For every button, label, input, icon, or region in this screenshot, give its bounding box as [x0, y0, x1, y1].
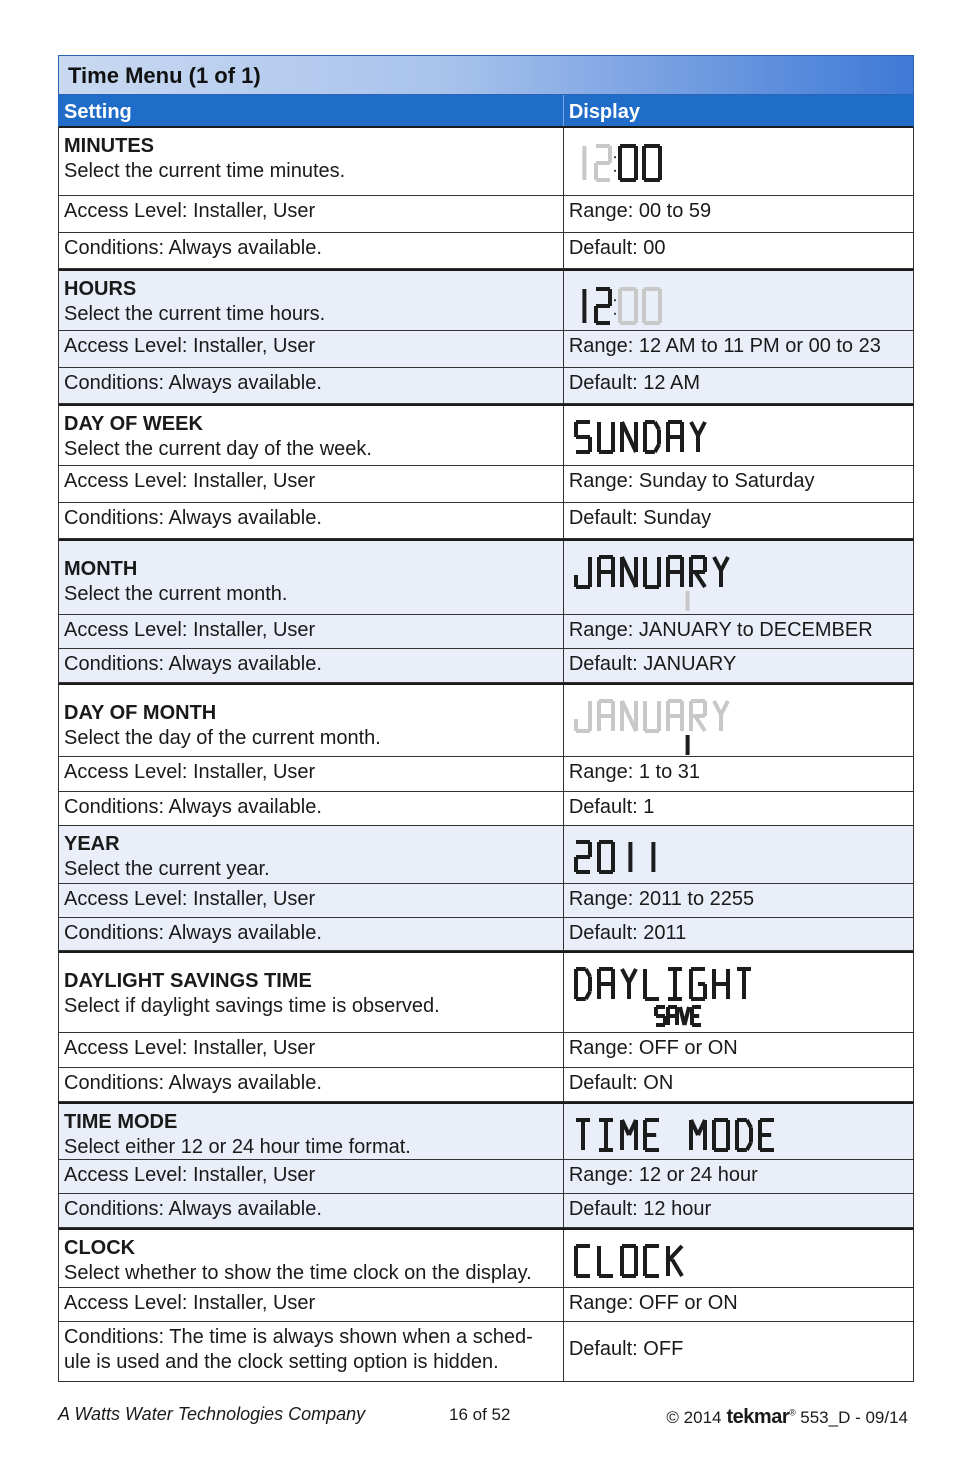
conditions: Conditions: Always available.	[59, 918, 564, 950]
setting-name: DAY OF WEEK	[64, 413, 203, 435]
setting-name: MINUTES	[64, 135, 154, 157]
lcd-character	[691, 1120, 705, 1150]
setting-block	[58, 128, 914, 269]
setting-block	[58, 1228, 914, 1382]
setting-block	[58, 539, 914, 683]
lcd-character	[645, 1120, 659, 1150]
lcd-character	[714, 969, 728, 999]
lcd-display-cell	[564, 1230, 913, 1287]
range: Range: 12 or 24 hour	[568, 1164, 758, 1186]
setting-description-cell	[59, 1104, 564, 1159]
setting-name: HOURS	[64, 278, 137, 300]
setting-description-cell	[59, 541, 564, 614]
conditions: Conditions: Always available.	[59, 1068, 564, 1101]
setting-name-row	[58, 683, 914, 757]
lcd-display-cell	[564, 953, 913, 1032]
lcd-display-cell	[564, 541, 913, 614]
default-value: Default: 2011	[568, 922, 687, 944]
range: Range: 12 AM to 11 PM or 00 to 23	[568, 335, 881, 357]
setting-description: Select the current day of the week.	[64, 438, 372, 460]
conditions: Conditions: The time is always shown when a sched-ule is used and the clock setting option is hidden.	[59, 1322, 564, 1381]
lcd-character	[737, 969, 751, 999]
lcd-character	[576, 1246, 590, 1276]
setting-name: CLOCK	[64, 1237, 136, 1259]
range: Range: 2011 to 2255	[568, 888, 755, 910]
lcd-character	[599, 557, 613, 587]
lcd-colon	[614, 299, 616, 301]
access-range-row	[58, 615, 914, 649]
conditions: Conditions: Always available.	[59, 503, 564, 538]
registered-mark: ®	[789, 1407, 796, 1418]
lcd-colon	[614, 313, 616, 315]
lcd-character	[644, 289, 660, 323]
default-value: Default: 1	[568, 796, 655, 818]
lcd-character	[596, 289, 610, 323]
lcd-display	[572, 1236, 902, 1288]
access-level: Access Level: Installer, User	[59, 1288, 564, 1321]
lcd-character	[668, 1246, 682, 1276]
lcd-character	[599, 701, 613, 731]
lcd-character	[644, 146, 660, 180]
lcd-character	[599, 1246, 613, 1276]
lcd-character	[668, 701, 682, 731]
lcd-character	[692, 1007, 701, 1025]
access-range-row	[58, 1033, 914, 1068]
default-value: Default: JANUARY	[568, 653, 737, 675]
setting-block	[58, 1102, 914, 1228]
lcd-character	[622, 422, 636, 452]
default-value: Default: Sunday	[568, 507, 712, 529]
lcd-display	[572, 1110, 902, 1160]
conditions-default-row	[58, 649, 914, 683]
lcd-character	[668, 422, 682, 452]
lcd-display	[572, 277, 902, 331]
lcd-display	[572, 832, 902, 882]
access-range-row	[58, 466, 914, 503]
table-title: Time Menu (1 of 1)	[58, 55, 914, 95]
lcd-character	[622, 557, 636, 587]
access-range-row	[58, 1288, 914, 1322]
lcd-display	[572, 959, 902, 1033]
setting-block	[58, 404, 914, 539]
lcd-character	[668, 1007, 677, 1025]
access-range-row	[58, 1160, 914, 1194]
lcd-display	[572, 691, 902, 757]
lcd-character	[620, 146, 636, 180]
setting-name: DAYLIGHT SAVINGS TIME	[64, 970, 312, 992]
document-code: 553_D - 09/14	[800, 1408, 908, 1427]
lcd-character	[691, 701, 705, 731]
lcd-character	[596, 146, 610, 180]
access-level: Access Level: Installer, User	[59, 1160, 564, 1193]
lcd-display-cell	[564, 271, 913, 330]
lcd-character	[599, 842, 613, 872]
table-header	[58, 95, 914, 128]
lcd-character	[622, 1120, 636, 1150]
setting-description: Select the current time hours.	[64, 303, 326, 325]
default-value: Default: OFF	[568, 1338, 684, 1360]
default-value: Default: ON	[568, 1072, 674, 1094]
lcd-display	[572, 412, 902, 466]
range: Range: OFF or ON	[568, 1292, 738, 1314]
lcd-character	[576, 842, 590, 872]
lcd-character	[668, 969, 682, 999]
setting-name-row	[58, 128, 914, 196]
lcd-character	[576, 969, 590, 999]
lcd-character	[714, 557, 728, 587]
lcd-character	[622, 701, 636, 731]
conditions-default-row	[58, 503, 914, 539]
table-body	[58, 128, 914, 1382]
conditions: Conditions: Always available.	[59, 649, 564, 682]
conditions: Conditions: Always available.	[59, 1194, 564, 1227]
conditions-default-row	[58, 918, 914, 951]
access-level: Access Level: Installer, User	[59, 884, 564, 917]
conditions: Conditions: Always available.	[59, 368, 564, 403]
lcd-character	[760, 1120, 774, 1150]
access-range-row	[58, 884, 914, 918]
footer-page-number: 16 of 52	[449, 1405, 511, 1424]
lcd-character	[576, 557, 590, 587]
lcd-colon	[614, 170, 616, 172]
setting-description: Select either 12 or 24 hour time format.	[64, 1136, 411, 1158]
access-range-row	[58, 196, 914, 233]
conditions-default-row	[58, 1322, 914, 1382]
setting-block	[58, 683, 914, 826]
lcd-character	[691, 557, 705, 587]
conditions: Conditions: Always available.	[59, 792, 564, 825]
lcd-character	[622, 969, 636, 999]
lcd-character	[620, 289, 636, 323]
copyright-text: © 2014	[666, 1408, 722, 1427]
lcd-display-cell	[564, 685, 913, 756]
setting-description-cell	[59, 826, 564, 883]
footer-company: A Watts Water Technologies Company	[58, 1404, 366, 1424]
setting-name-row	[58, 539, 914, 615]
setting-name: YEAR	[64, 833, 120, 855]
brand-logo	[727, 1406, 796, 1429]
lcd-display-cell	[564, 406, 913, 465]
lcd-character	[645, 557, 659, 587]
lcd-character	[645, 422, 659, 452]
lcd-character	[622, 1246, 636, 1276]
setting-name: DAY OF MONTH	[64, 702, 217, 724]
access-level: Access Level: Installer, User	[59, 196, 564, 232]
lcd-character	[645, 1246, 659, 1276]
lcd-character	[680, 1007, 689, 1025]
lcd-character	[599, 1120, 613, 1150]
setting-description-cell	[59, 271, 564, 330]
range: Range: 00 to 59	[568, 200, 712, 222]
footer-copyright	[666, 1406, 908, 1429]
lcd-character	[599, 969, 613, 999]
lcd-character	[656, 1007, 665, 1025]
conditions-default-row	[58, 1194, 914, 1228]
default-value: Default: 12 hour	[568, 1198, 712, 1220]
conditions-default-row	[58, 233, 914, 269]
lcd-character	[576, 422, 590, 452]
setting-description-cell	[59, 1230, 564, 1287]
lcd-display-cell	[564, 826, 913, 883]
setting-name: TIME MODE	[64, 1111, 178, 1133]
range: Range: JANUARY to DECEMBER	[568, 619, 873, 641]
setting-name-row	[58, 951, 914, 1033]
setting-description: Select whether to show the time clock on the display.	[64, 1262, 532, 1284]
lcd-character	[645, 969, 659, 999]
default-value: Default: 12 AM	[568, 372, 700, 394]
setting-description: Select the current month.	[64, 583, 288, 605]
setting-name: MONTH	[64, 558, 138, 580]
range: Range: Sunday to Saturday	[568, 470, 815, 492]
default-value: Default: 00	[568, 237, 666, 259]
lcd-character	[714, 701, 728, 731]
setting-description: Select the day of the current month.	[64, 727, 381, 749]
setting-description: Select the current time minutes.	[64, 160, 346, 182]
setting-name-row	[58, 1228, 914, 1288]
access-range-row	[58, 331, 914, 368]
setting-column-header: Setting	[59, 95, 564, 126]
display-column-header: Display	[568, 101, 640, 123]
range: Range: OFF or ON	[568, 1037, 738, 1059]
conditions: Conditions: Always available.	[59, 233, 564, 268]
setting-description: Select if daylight savings time is observed.	[64, 995, 440, 1017]
setting-name-row	[58, 269, 914, 331]
setting-description-cell	[59, 406, 564, 465]
brand-name: tekmar	[726, 1406, 790, 1428]
conditions-default-row	[58, 792, 914, 826]
access-level: Access Level: Installer, User	[59, 466, 564, 502]
lcd-character	[691, 422, 705, 452]
lcd-character	[737, 1120, 751, 1150]
lcd-character	[691, 969, 705, 999]
setting-name-row	[58, 1102, 914, 1160]
lcd-display-cell	[564, 1104, 913, 1159]
lcd-character	[576, 701, 590, 731]
setting-name-row	[58, 404, 914, 466]
setting-description-cell	[59, 128, 564, 195]
lcd-display-cell	[564, 128, 913, 195]
lcd-colon	[614, 156, 616, 158]
time-menu-table	[58, 55, 914, 1382]
setting-block	[58, 826, 914, 951]
setting-block	[58, 269, 914, 404]
lcd-character	[645, 701, 659, 731]
access-level: Access Level: Installer, User	[59, 331, 564, 367]
setting-name-row	[58, 826, 914, 884]
setting-description: Select the current year.	[64, 858, 270, 880]
setting-block	[58, 951, 914, 1102]
conditions-default-row	[58, 368, 914, 404]
access-level: Access Level: Installer, User	[59, 1033, 564, 1067]
conditions-default-row	[58, 1068, 914, 1102]
setting-description-cell	[59, 685, 564, 756]
setting-description-cell	[59, 953, 564, 1032]
access-level: Access Level: Installer, User	[59, 757, 564, 791]
lcd-character	[714, 1120, 728, 1150]
range: Range: 1 to 31	[568, 761, 701, 783]
lcd-display	[572, 134, 902, 194]
access-level: Access Level: Installer, User	[59, 615, 564, 648]
access-range-row	[58, 757, 914, 792]
lcd-character	[668, 557, 682, 587]
lcd-character	[576, 1120, 590, 1150]
lcd-display	[572, 547, 902, 615]
lcd-character	[599, 422, 613, 452]
